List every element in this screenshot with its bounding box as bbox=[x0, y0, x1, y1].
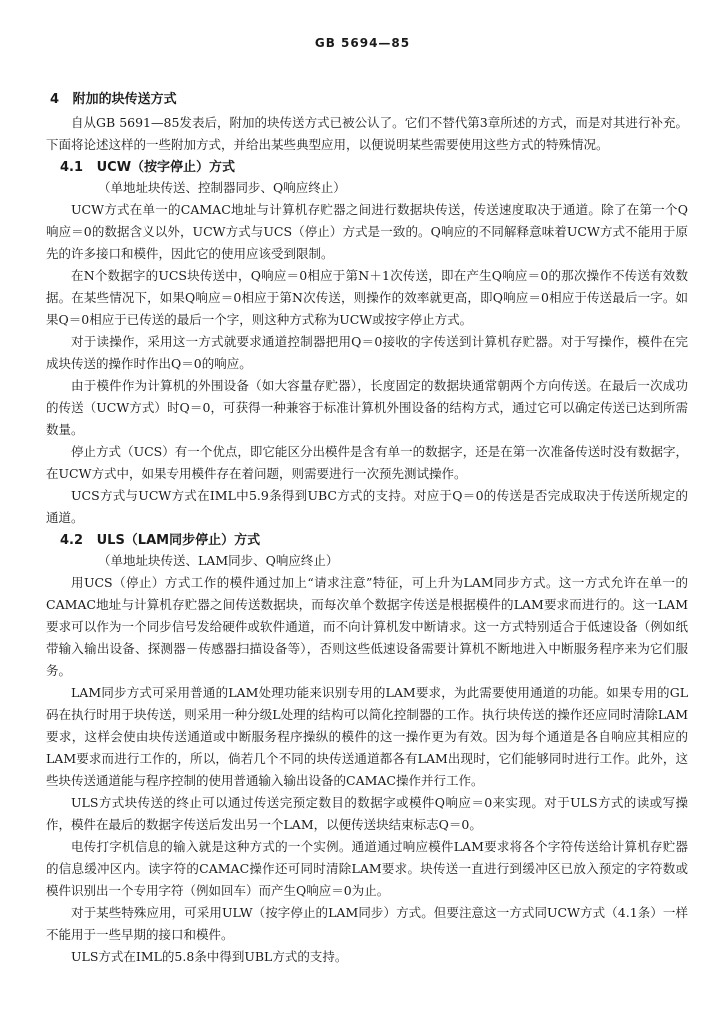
page-header: GB 5694—85 bbox=[314, 36, 411, 50]
subsection-number: 4.2 bbox=[60, 533, 84, 548]
subsection-qualifier: （单地址块传送、LAM同步、Q响应终止） bbox=[98, 553, 339, 568]
paragraph: 对于某些特殊应用，可采用ULW（按字停止的LAM同步）方式。但要注意这一方式同UCW方式（4.1条）一样不能用于一些早期的接口和模件。 bbox=[46, 905, 688, 942]
paragraph: 电传打字机信息的输入就是这种方式的一个实例。通道通过响应模件LAM要求将各个字符传送给计算机存贮器的信息缓冲区内。读字符的CAMAC操作还可同时清除LAM要求。块传送一直进行到缓冲区已放入预定的字符数或模件识别出一个专用字符（例如回车）而产生Q响应＝0为止。 bbox=[46, 839, 688, 898]
paragraph: 用UCS（停止）方式工作的模件通过加上“请求注意”特征，可上升为LAM同步方式。这一方式允许在单一的CAMAC地址与计算机存贮器之间传送数据块，而每次单个数据字传送是根据模件的LAM要求而进行的。这一LAM要求可以作为一个同步信号发给硬件或软件通道，而不向计算机发中断请求。这一方式特别适合于低速设备（例如纸带输入输出设备、探测器－传感器扫描设备等），否则这些低速设备需要计算机不断地进入中断服务程序来为它们服务。 bbox=[46, 575, 688, 678]
subsection-title: ULS（LAM同步停止）方式 bbox=[96, 533, 261, 548]
section-heading bbox=[50, 88, 688, 107]
paragraph: UCS方式与UCW方式在IML中5.9条得到UBC方式的支持。对应于Q＝0的传送是否完成取决于传送所规定的通道。 bbox=[46, 488, 688, 525]
section-number: 4 bbox=[50, 92, 60, 107]
subsection-number: 4.1 bbox=[60, 160, 84, 175]
section-title: 附加的块传送方式 bbox=[72, 92, 177, 107]
paragraph: 自从GB 5691—85发表后，附加的块传送方式已被公认了。它们不替代第3章所述的方式，而是对其进行补充。下面将论述这样的一些附加方式，并给出某些典型应用，以便说明某些需要使用这些方式的特殊情况。 bbox=[46, 115, 688, 152]
subsection-title: UCW（按字停止）方式 bbox=[96, 160, 236, 175]
subsection-heading bbox=[60, 156, 688, 175]
paragraph: ULS方式在IML的5.8条中得到UBL方式的支持。 bbox=[71, 949, 348, 964]
paragraph: ULS方式块传送的终止可以通过传送完预定数目的数据字或模件Q响应＝0来实现。对于ULS方式的读或写操作，模件在最后的数据字传送后发出另一个LAM，以便传送块结束标志Q＝0。 bbox=[46, 795, 688, 832]
paragraph: UCW方式在单一的CAMAC地址与计算机存贮器之间进行数据块传送，传送速度取决于通道。除了在第一个Q响应＝0的数据含义以外，UCW方式与UCS（停止）方式是一致的。Q响应的不同解释意味着UCW方式不能用于原先的许多接口和模件，因此它的使用应该受到限制。 bbox=[46, 202, 688, 261]
subsection-qualifier: （单地址块传送、控制器同步、Q响应终止） bbox=[98, 180, 346, 195]
paragraph: LAM同步方式可采用普通的LAM处理功能来识别专用的LAM要求，为此需要使用通道的功能。如果专用的GL码在执行时用于块传送，则采用一种分级L处理的结构可以简化控制器的工作。执行块传送的操作还应同时清除LAM要求，这样会使由块传送通道或中断服务程序操纵的模件的这一操作更为有效。因为每个通道是各自响应其相应的LAM要求而进行工作的，所以，倘若几个不同的块传送通道都各有LAM出现时，它们能够同时进行工作。此外，这些块传送通道能与程序控制的使用普通输入输出设备的CAMAC操作并行工作。 bbox=[46, 685, 688, 788]
paragraph: 停止方式（UCS）有一个优点，即它能区分出模件是含有单一的数据字，还是在第一次准备传送时没有数据字，在UCW方式中，如果专用模件存在着问题，则需要进行一次预先测试操作。 bbox=[46, 444, 688, 481]
paragraph: 由于模件作为计算机的外围设备（如大容量存贮器），长度固定的数据块通常朝两个方向传送。在最后一次成功的传送（UCW方式）时Q＝0，可获得一种兼容于标准计算机外围设备的结构方式，通过它可以确定传送已达到所需数量。 bbox=[46, 378, 688, 437]
paragraph: 对于读操作，采用这一方式就要求通道控制器把用Q＝0接收的字传送到计算机存贮器。对于写操作，模件在完成块传送的操作时作出Q＝0的响应。 bbox=[46, 334, 688, 371]
paragraph: 在N个数据字的UCS块传送中，Q响应＝0相应于第N＋1次传送，即在产生Q响应＝0的那次操作不传送有效数据。在某些情况下，如果Q响应＝0相应于第N次传送，则操作的效率就更高，即Q响应＝0相应于传送最后一字。如果Q＝0相应于已传送的最后一个字，则这种方式称为UCW或按字停止方式。 bbox=[46, 268, 688, 327]
subsection-heading bbox=[60, 529, 688, 548]
page-body bbox=[46, 88, 688, 968]
